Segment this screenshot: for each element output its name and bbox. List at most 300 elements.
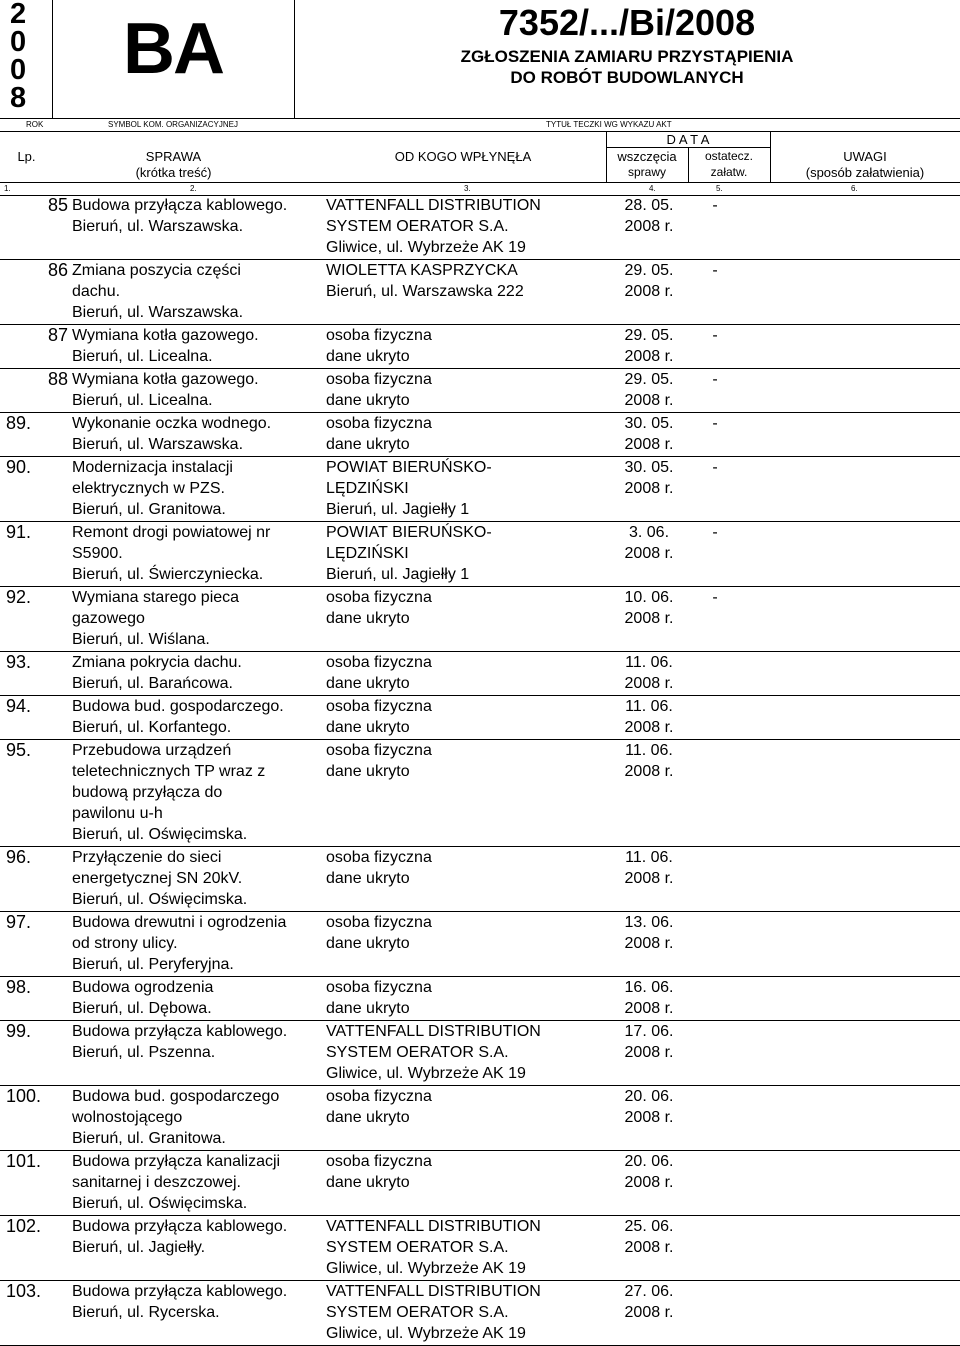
case-description-line: Modernizacja instalacji bbox=[72, 459, 233, 476]
start-date bbox=[608, 696, 690, 738]
start-date-line: 27. 06. bbox=[624, 1283, 674, 1300]
closed-date bbox=[690, 325, 740, 346]
row-number bbox=[6, 457, 68, 478]
start-date-line: 2008 r. bbox=[624, 480, 674, 497]
case-description-line: Budowa drewutni i ogrodzenia bbox=[72, 914, 287, 931]
col-number: 6. bbox=[851, 184, 858, 193]
case-description-line: Bieruń, ul. Świerczyniecka. bbox=[72, 566, 264, 583]
label-tytul: TYTUŁ TECZKI WG WYKAZU AKT bbox=[546, 120, 672, 129]
row-number bbox=[6, 413, 68, 434]
submitted-by bbox=[326, 652, 602, 694]
case-description bbox=[72, 325, 312, 367]
case-description-line: Bieruń, ul. Jagiełły. bbox=[72, 1239, 206, 1256]
row-number-text: 101. bbox=[6, 1151, 42, 1171]
row-number-text: 93. bbox=[6, 652, 32, 672]
row-number-text: 100. bbox=[6, 1086, 42, 1106]
case-description-line: Bieruń, ul. Granitowa. bbox=[72, 1130, 226, 1147]
start-date-line: 2008 r. bbox=[624, 1304, 674, 1321]
col-zalatw: załatw. bbox=[710, 165, 748, 179]
case-description-line: Bieruń, ul. Rycerska. bbox=[72, 1304, 220, 1321]
submitted-by bbox=[326, 1281, 602, 1344]
submitted-by-line: osoba fizyczna bbox=[326, 371, 432, 388]
row-number-text: 95. bbox=[6, 740, 32, 760]
row-number bbox=[0, 260, 68, 281]
submitted-by bbox=[326, 977, 602, 1019]
submitted-by-line: dane ukryto bbox=[326, 1109, 410, 1126]
year-column bbox=[0, 0, 53, 118]
start-date-line: 30. 05. bbox=[624, 415, 674, 432]
closed-date-value: - bbox=[712, 589, 718, 606]
year-digit: 8 bbox=[10, 82, 27, 114]
start-date-line: 25. 06. bbox=[624, 1218, 674, 1235]
start-date-line: 2008 r. bbox=[624, 348, 674, 365]
col-ostatecz: ostatecz. bbox=[704, 149, 754, 163]
start-date-line: 29. 05. bbox=[624, 371, 674, 388]
case-description-line: Bieruń, ul. Korfantego. bbox=[72, 719, 232, 736]
start-date bbox=[608, 847, 690, 889]
submitted-by-line: VATTENFALL DISTRIBUTION bbox=[326, 1218, 541, 1235]
start-date bbox=[608, 1086, 690, 1128]
start-date-line: 2008 r. bbox=[624, 1239, 674, 1256]
case-description-line: od strony ulicy. bbox=[72, 935, 178, 952]
row-number bbox=[6, 1086, 68, 1107]
submitted-by-line: SYSTEM OERATOR S.A. bbox=[326, 218, 509, 235]
case-description-line: Bieruń, ul. Oświęcimska. bbox=[72, 1195, 248, 1212]
submitted-by-line: dane ukryto bbox=[326, 763, 410, 780]
org-symbol: BA bbox=[123, 9, 223, 89]
row-number bbox=[6, 587, 68, 608]
closed-date-value: - bbox=[712, 327, 718, 344]
case-description-line: Budowa przyłącza kablowego. bbox=[72, 1218, 288, 1235]
case-description bbox=[72, 1086, 312, 1149]
closed-date bbox=[690, 195, 740, 216]
table-row bbox=[0, 369, 960, 413]
submitted-by bbox=[326, 847, 602, 889]
case-description-line: wolnostojącego bbox=[72, 1109, 183, 1126]
divider bbox=[606, 131, 607, 182]
table-row bbox=[0, 652, 960, 696]
column-header bbox=[0, 131, 960, 182]
start-date-line: 29. 05. bbox=[624, 327, 674, 344]
closed-date-value: - bbox=[712, 197, 718, 214]
start-date bbox=[608, 369, 690, 411]
submitted-by-line: SYSTEM OERATOR S.A. bbox=[326, 1239, 509, 1256]
case-description-line: Bieruń, ul. Peryferyjna. bbox=[72, 956, 234, 973]
submitted-by bbox=[326, 325, 602, 367]
submitted-by bbox=[326, 369, 602, 411]
start-date-line: 20. 06. bbox=[624, 1088, 674, 1105]
start-date-line: 13. 06. bbox=[624, 914, 674, 931]
case-description-line: Budowa ogrodzenia bbox=[72, 979, 214, 996]
submitted-by bbox=[326, 587, 602, 629]
col-sprawa-sub: (krótka treść) bbox=[135, 165, 212, 180]
submitted-by bbox=[326, 1021, 602, 1084]
submitted-by bbox=[326, 413, 602, 455]
col-data-header: D A T A bbox=[666, 132, 710, 147]
table-row bbox=[0, 1086, 960, 1151]
table-row bbox=[0, 1216, 960, 1281]
submitted-by-line: dane ukryto bbox=[326, 935, 410, 952]
case-description-line: Budowa bud. gospodarczego bbox=[72, 1088, 280, 1105]
case-description-line: Bieruń, ul. Wiślana. bbox=[72, 631, 210, 648]
start-date-line: 20. 06. bbox=[624, 1153, 674, 1170]
case-description-line: Budowa przyłącza kablowego. bbox=[72, 197, 288, 214]
row-number bbox=[6, 652, 68, 673]
case-description-line: Bieruń, ul. Warszawska. bbox=[72, 436, 244, 453]
row-number-text: 85 bbox=[47, 195, 68, 215]
submitted-by-line: VATTENFALL DISTRIBUTION bbox=[326, 1283, 541, 1300]
row-number bbox=[6, 1216, 68, 1237]
case-description-line: S5900. bbox=[72, 545, 123, 562]
submitted-by bbox=[326, 1151, 602, 1193]
col-lp-header: Lp. bbox=[17, 149, 36, 164]
start-date-line: 2008 r. bbox=[624, 870, 674, 887]
case-description bbox=[72, 457, 312, 520]
col-number: 4. bbox=[649, 184, 656, 193]
case-description-line: Bieruń, ul. Barańcowa. bbox=[72, 675, 233, 692]
row-number bbox=[6, 522, 68, 543]
case-description-line: Wymiana kotła gazowego. bbox=[72, 371, 259, 388]
start-date-line: 2008 r. bbox=[624, 545, 674, 562]
table-row bbox=[0, 587, 960, 652]
submitted-by-line: Bieruń, ul. Jagiełły 1 bbox=[326, 566, 470, 583]
start-date-line: 2008 r. bbox=[624, 763, 674, 780]
closed-date bbox=[690, 260, 740, 281]
table-row bbox=[0, 457, 960, 522]
submitted-by-line: SYSTEM OERATOR S.A. bbox=[326, 1044, 509, 1061]
start-date bbox=[608, 260, 690, 302]
case-description bbox=[72, 1151, 312, 1214]
table-row bbox=[0, 325, 960, 369]
closed-date-value: - bbox=[712, 415, 718, 432]
start-date bbox=[608, 652, 690, 694]
submitted-by-line: LĘDZIŃSKI bbox=[326, 480, 409, 497]
submitted-by bbox=[326, 696, 602, 738]
start-date bbox=[608, 457, 690, 499]
case-description-line: dachu. bbox=[72, 283, 121, 300]
submitted-by-line: Gliwice, ul. Wybrzeże AK 19 bbox=[326, 1325, 526, 1342]
start-date-line: 2008 r. bbox=[624, 719, 674, 736]
closed-date-value: - bbox=[712, 524, 718, 541]
row-number-text: 87 bbox=[47, 325, 68, 345]
case-description bbox=[72, 1216, 312, 1258]
table-row bbox=[0, 847, 960, 912]
start-date-line: 11. 06. bbox=[625, 742, 673, 759]
submitted-by-line: osoba fizyczna bbox=[326, 914, 432, 931]
submitted-by bbox=[326, 260, 602, 302]
submitted-by-line: dane ukryto bbox=[326, 392, 410, 409]
submitted-by-line: osoba fizyczna bbox=[326, 327, 432, 344]
start-date-line: 2008 r. bbox=[624, 436, 674, 453]
case-description-line: gazowego bbox=[72, 610, 145, 627]
submitted-by bbox=[326, 912, 602, 954]
start-date-line: 16. 06. bbox=[624, 979, 674, 996]
case-description-line: sanitarnej i deszczowej. bbox=[72, 1174, 241, 1191]
case-description-line: pawilonu u-h bbox=[72, 805, 163, 822]
case-description-line: Budowa przyłącza kanalizacji bbox=[72, 1153, 281, 1170]
row-number bbox=[6, 847, 68, 868]
start-date-line: 2008 r. bbox=[624, 392, 674, 409]
submitted-by-line: osoba fizyczna bbox=[326, 742, 432, 759]
col-odkogo-header: OD KOGO WPŁYNĘŁA bbox=[394, 149, 532, 164]
closed-date bbox=[690, 457, 740, 478]
submitted-by-line: osoba fizyczna bbox=[326, 698, 432, 715]
submitted-by-line: LĘDZIŃSKI bbox=[326, 545, 409, 562]
case-description-line: Bieruń, ul. Licealna. bbox=[72, 392, 213, 409]
submitted-by-line: Gliwice, ul. Wybrzeże AK 19 bbox=[326, 239, 526, 256]
submitted-by-line: osoba fizyczna bbox=[326, 1153, 432, 1170]
start-date-line: 2008 r. bbox=[624, 218, 674, 235]
document-subtitle-line2: DO ROBÓT BUDOWLANYCH bbox=[510, 68, 744, 87]
table-row bbox=[0, 522, 960, 587]
case-description-line: budową przyłącza do bbox=[72, 784, 223, 801]
start-date bbox=[608, 325, 690, 367]
start-date-line: 2008 r. bbox=[624, 675, 674, 692]
case-description-line: Wymiana kotła gazowego. bbox=[72, 327, 259, 344]
divider bbox=[606, 147, 770, 148]
register-rows bbox=[0, 195, 960, 1346]
row-number-text: 88 bbox=[47, 369, 68, 389]
case-description-line: Budowa bud. gospodarczego. bbox=[72, 698, 284, 715]
row-number-text: 91. bbox=[6, 522, 32, 542]
row-number bbox=[0, 195, 68, 216]
table-row bbox=[0, 413, 960, 457]
submitted-by-line: dane ukryto bbox=[326, 870, 410, 887]
submitted-by-line: dane ukryto bbox=[326, 1174, 410, 1191]
start-date-line: 2008 r. bbox=[624, 610, 674, 627]
submitted-by-line: osoba fizyczna bbox=[326, 589, 432, 606]
row-number-text: 103. bbox=[6, 1281, 42, 1301]
row-number-text: 90. bbox=[6, 457, 32, 477]
row-number bbox=[6, 1151, 68, 1172]
row-number bbox=[6, 977, 68, 998]
case-description-line: teletechnicznych TP wraz z bbox=[72, 763, 266, 780]
submitted-by bbox=[326, 457, 602, 520]
closed-date-value: - bbox=[712, 262, 718, 279]
start-date bbox=[608, 413, 690, 455]
col-number: 5. bbox=[716, 184, 723, 193]
case-description-line: Budowa przyłącza kablowego. bbox=[72, 1283, 288, 1300]
row-number-text: 99. bbox=[6, 1021, 32, 1041]
closed-date bbox=[690, 522, 740, 543]
case-description-line: Bieruń, ul. Licealna. bbox=[72, 348, 213, 365]
case-description-line: Bieruń, ul. Warszawska. bbox=[72, 304, 244, 321]
case-description-line: Przyłączenie do sieci bbox=[72, 849, 222, 866]
row-number-text: 92. bbox=[6, 587, 32, 607]
label-symbol: SYMBOL KOM. ORGANIZACYJNEJ bbox=[108, 120, 238, 129]
submitted-by-line: dane ukryto bbox=[326, 610, 410, 627]
case-description bbox=[72, 1281, 312, 1323]
col-uwagi-header: UWAGI bbox=[843, 149, 887, 164]
row-number bbox=[6, 696, 68, 717]
submitted-by-line: Bieruń, ul. Jagiełły 1 bbox=[326, 501, 470, 518]
start-date-line: 30. 05. bbox=[624, 459, 674, 476]
case-description bbox=[72, 195, 312, 237]
closed-date-value: - bbox=[712, 371, 718, 388]
start-date bbox=[608, 977, 690, 1019]
start-date-line: 2008 r. bbox=[624, 935, 674, 952]
start-date bbox=[608, 522, 690, 564]
document-subtitle-line1: ZGŁOSZENIA ZAMIARU PRZYSTĄPIENIA bbox=[460, 47, 794, 66]
submitted-by-line: WIOLETTA KASPRZYCKA bbox=[326, 262, 518, 279]
case-description-line: elektrycznych w PZS. bbox=[72, 480, 225, 497]
case-description-line: Wykonanie oczka wodnego. bbox=[72, 415, 272, 432]
submitted-by-line: osoba fizyczna bbox=[326, 415, 432, 432]
symbol-column bbox=[53, 0, 295, 118]
start-date-line: 10. 06. bbox=[624, 589, 674, 606]
start-date-line: 2008 r. bbox=[624, 1044, 674, 1061]
case-description-line: Bieruń, ul. Dębowa. bbox=[72, 1000, 212, 1017]
year-digit: 2 bbox=[10, 0, 27, 30]
case-description bbox=[72, 260, 312, 323]
closed-date bbox=[690, 413, 740, 434]
table-row bbox=[0, 1021, 960, 1086]
submitted-by-line: Bieruń, ul. Warszawska 222 bbox=[326, 283, 524, 300]
row-number-text: 94. bbox=[6, 696, 32, 716]
start-date bbox=[608, 587, 690, 629]
row-number-text: 86 bbox=[47, 260, 68, 280]
start-date-line: 17. 06. bbox=[624, 1023, 674, 1040]
case-description bbox=[72, 1021, 312, 1063]
start-date-line: 29. 05. bbox=[624, 262, 674, 279]
start-date-line: 2008 r. bbox=[624, 1000, 674, 1017]
case-description bbox=[72, 740, 312, 845]
submitted-by-line: osoba fizyczna bbox=[326, 1088, 432, 1105]
document-number: 7352/.../Bi/2008 bbox=[498, 2, 756, 43]
case-description-line: Remont drogi powiatowej nr bbox=[72, 524, 271, 541]
table-row bbox=[0, 195, 960, 260]
submitted-by-line: Gliwice, ul. Wybrzeże AK 19 bbox=[326, 1260, 526, 1277]
start-date bbox=[608, 195, 690, 237]
case-description-line: Bieruń, ul. Oświęcimska. bbox=[72, 891, 248, 908]
year-digit: 0 bbox=[10, 26, 27, 58]
case-description-line: Zmiana pokrycia dachu. bbox=[72, 654, 242, 671]
submitted-by-line: dane ukryto bbox=[326, 348, 410, 365]
table-row bbox=[0, 260, 960, 325]
submitted-by bbox=[326, 1086, 602, 1128]
case-description bbox=[72, 413, 312, 455]
start-date-line: 11. 06. bbox=[625, 849, 673, 866]
case-description bbox=[72, 847, 312, 910]
row-number-text: 102. bbox=[6, 1216, 42, 1236]
start-date bbox=[608, 1216, 690, 1258]
start-date-line: 2008 r. bbox=[624, 1174, 674, 1191]
row-number-text: 98. bbox=[6, 977, 32, 997]
case-description bbox=[72, 522, 312, 585]
submitted-by-line: osoba fizyczna bbox=[326, 654, 432, 671]
submitted-by-line: dane ukryto bbox=[326, 675, 410, 692]
column-number-row bbox=[0, 182, 960, 196]
submitted-by-line: dane ukryto bbox=[326, 1000, 410, 1017]
row-number bbox=[6, 740, 68, 761]
table-row bbox=[0, 1281, 960, 1346]
row-number bbox=[0, 325, 68, 346]
case-description bbox=[72, 587, 312, 650]
case-description-line: Wymiana starego pieca bbox=[72, 589, 240, 606]
row-number bbox=[0, 369, 68, 390]
submitted-by-line: VATTENFALL DISTRIBUTION bbox=[326, 197, 541, 214]
col-sprawy: sprawy bbox=[627, 165, 666, 179]
submitted-by-line: dane ukryto bbox=[326, 436, 410, 453]
table-row bbox=[0, 740, 960, 847]
start-date-line: 3. 06. bbox=[628, 524, 670, 541]
divider bbox=[688, 148, 689, 182]
col-sprawa-header: SPRAWA bbox=[145, 149, 202, 164]
submitted-by bbox=[326, 195, 602, 258]
row-number-text: 89. bbox=[6, 413, 32, 433]
col-number: 1. bbox=[4, 184, 11, 193]
start-date-line: 2008 r. bbox=[624, 283, 674, 300]
divider bbox=[770, 131, 771, 182]
col-number: 2. bbox=[190, 184, 197, 193]
submitted-by-line: VATTENFALL DISTRIBUTION bbox=[326, 1023, 541, 1040]
start-date-line: 28. 05. bbox=[624, 197, 674, 214]
closed-date bbox=[690, 369, 740, 390]
year-digit: 0 bbox=[10, 54, 27, 86]
submitted-by-line: dane ukryto bbox=[326, 719, 410, 736]
submitted-by bbox=[326, 522, 602, 585]
closed-date-value: - bbox=[712, 459, 718, 476]
start-date-line: 11. 06. bbox=[625, 698, 673, 715]
case-description bbox=[72, 652, 312, 694]
case-description-line: Bieruń, ul. Pszenna. bbox=[72, 1044, 216, 1061]
table-row bbox=[0, 696, 960, 740]
submitted-by bbox=[326, 1216, 602, 1279]
case-description bbox=[72, 977, 312, 1019]
label-rok: ROK bbox=[26, 120, 44, 129]
start-date bbox=[608, 1151, 690, 1193]
start-date bbox=[608, 1021, 690, 1063]
submitted-by-line: SYSTEM OERATOR S.A. bbox=[326, 1304, 509, 1321]
row-number bbox=[6, 1281, 68, 1302]
start-date bbox=[608, 740, 690, 782]
table-row bbox=[0, 1151, 960, 1216]
table-row bbox=[0, 977, 960, 1021]
case-description-line: Przebudowa urządzeń bbox=[72, 742, 232, 759]
case-description bbox=[72, 369, 312, 411]
case-description-line: Bieruń, ul. Warszawska. bbox=[72, 218, 244, 235]
case-description-line: Zmiana poszycia części bbox=[72, 262, 241, 279]
case-description-line: Budowa przyłącza kablowego. bbox=[72, 1023, 288, 1040]
col-uwagi-sub: (sposób załatwienia) bbox=[805, 165, 925, 180]
register-header bbox=[0, 0, 960, 118]
case-description-line: Bieruń, ul. Oświęcimska. bbox=[72, 826, 248, 843]
closed-date bbox=[690, 587, 740, 608]
label-row bbox=[0, 118, 960, 132]
table-row bbox=[0, 912, 960, 977]
row-number bbox=[6, 1021, 68, 1042]
start-date bbox=[608, 1281, 690, 1323]
start-date-line: 11. 06. bbox=[625, 654, 673, 671]
submitted-by-line: osoba fizyczna bbox=[326, 979, 432, 996]
col-number: 3. bbox=[464, 184, 471, 193]
row-number bbox=[6, 912, 68, 933]
submitted-by-line: osoba fizyczna bbox=[326, 849, 432, 866]
case-description bbox=[72, 912, 312, 975]
start-date-line: 2008 r. bbox=[624, 1109, 674, 1126]
case-description-line: Bieruń, ul. Granitowa. bbox=[72, 501, 226, 518]
start-date bbox=[608, 912, 690, 954]
submitted-by-line: POWIAT BIERUŃSKO- bbox=[326, 459, 492, 476]
submitted-by-line: Gliwice, ul. Wybrzeże AK 19 bbox=[326, 1065, 526, 1082]
row-number-text: 96. bbox=[6, 847, 32, 867]
submitted-by bbox=[326, 740, 602, 782]
col-wszczecia: wszczęcia bbox=[617, 149, 677, 164]
row-number-text: 97. bbox=[6, 912, 32, 932]
case-description bbox=[72, 696, 312, 738]
case-description-line: energetycznej SN 20kV. bbox=[72, 870, 243, 887]
submitted-by-line: POWIAT BIERUŃSKO- bbox=[326, 524, 492, 541]
